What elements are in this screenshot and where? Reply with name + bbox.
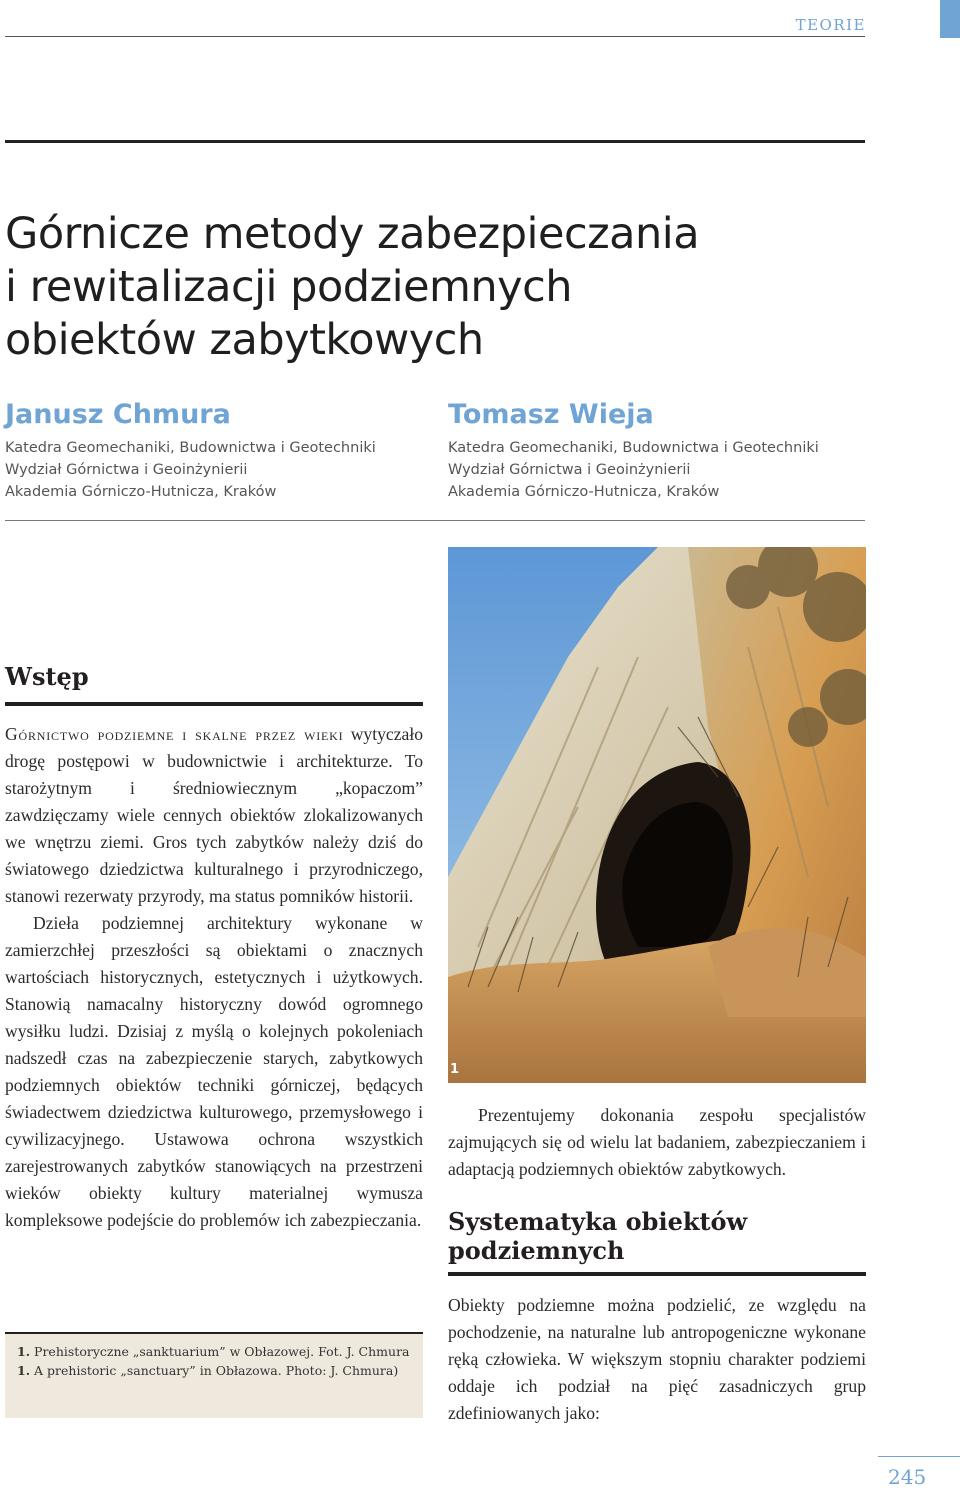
author-block-2 bbox=[448, 399, 878, 503]
systematics-heading: Systematyka obiektów podziemnych bbox=[448, 1207, 748, 1265]
intro-paragraph-2: Dzieła podziemnej architektury wykonane w zamierzchłej przeszłości są obiektami o znacznych wartościach historycznych, estetycznych i użytkowych. Stanowią namacalny historyczny dowód ogromnego wysiłku ludzi. Dzisiaj z myślą o kolejnych pokoleniach nadszedł czas na zabezpieczenie starych, zabytkowych podziemnych obiektów techniki górniczej, będących świadectwem dziedzictwa kulturowego, przemysłowego i cywilizacyjnego. Ustawowa ochrona wszystkich zarejestrowanych zabytków stanowiących na przestrzeni wieków obiekty kultury materialnej wymusza kompleksowe podejście do problemów ich zabezpieczania. bbox=[5, 913, 423, 1230]
systematics-body bbox=[448, 1292, 866, 1427]
systematics-paragraph-1: Obiekty podziemne można podzielić, ze względu na pochodzenie, na naturalne lub antropogeniczne wykonane ręką człowieka. W większym stopniu charakter podziemi oddaje ich podział na pięć zasadniczych grup zdefiniowanych jako: bbox=[448, 1295, 866, 1423]
caption-text: A prehistoric „sanctuary” in Obłazowa. Photo: J. Chmura) bbox=[34, 1363, 399, 1378]
author-affiliation: Wydział Górnictwa i Geoinżynierii bbox=[448, 462, 691, 478]
author-block-1 bbox=[5, 399, 435, 503]
author-affiliation: Katedra Geomechaniki, Budownictwa i Geotechniki bbox=[448, 440, 819, 456]
section-tab-marker bbox=[940, 0, 960, 38]
author-affiliation: Akademia Górniczo-Hutnicza, Kraków bbox=[5, 484, 277, 500]
article-summary bbox=[448, 1102, 866, 1183]
title-line-2: i rewitalizacji podziemnych bbox=[5, 262, 572, 312]
intro-heading: Wstęp bbox=[5, 662, 89, 691]
summary-paragraph: Prezentujemy dokonania zespołu specjalistów zajmujących się od wielu lat badaniem, zabezpieczaniem i adaptacją podziemnych obiektów zabytkowych. bbox=[448, 1105, 866, 1179]
page-number: 245 bbox=[888, 1465, 927, 1489]
author-affiliation: Wydział Górnictwa i Geoinżynierii bbox=[5, 462, 248, 478]
title-line-1: Górnicze metody zabezpieczania bbox=[5, 209, 700, 259]
caption-number: 1. bbox=[17, 1363, 31, 1378]
lead-smallcaps: Górnictwo podziemne i skalne przez wieki bbox=[5, 724, 344, 744]
author-affiliation: Akademia Górniczo-Hutnicza, Kraków bbox=[448, 484, 720, 500]
title-line-3: obiektów zabytkowych bbox=[5, 315, 484, 365]
systematics-heading-rule bbox=[448, 1272, 866, 1276]
article-title bbox=[5, 208, 865, 367]
figure-caption bbox=[5, 1332, 423, 1418]
caption-number: 1. bbox=[17, 1344, 31, 1359]
figure-number: 1 bbox=[450, 1062, 460, 1077]
cave-photo bbox=[448, 547, 866, 1083]
author-affiliation: Katedra Geomechaniki, Budownictwa i Geotechniki bbox=[5, 440, 376, 456]
author-name: Janusz Chmura bbox=[5, 399, 231, 430]
page-number-rule bbox=[878, 1456, 960, 1457]
author-name: Tomasz Wieja bbox=[448, 399, 654, 430]
paragraph-text: wytyczało drogę postępowi w budownictwie i architekturze. To starożytnym i średniowiecznym „kopaczom” zawdzięczamy wiele cennych obiektów zlokalizowanych we wnętrzu ziemi. Gros tych zabytków należy dziś do światowego dziedzictwa kulturalnego i przyrodniczego, stanowi rezerwaty przyrody, ma status pomników historii. bbox=[5, 724, 424, 906]
intro-body bbox=[5, 721, 423, 1234]
intro-paragraph-1 bbox=[5, 721, 423, 910]
author-rule bbox=[5, 520, 865, 521]
header-rule bbox=[5, 36, 865, 37]
section-tag: TEORIE bbox=[795, 16, 866, 34]
intro-heading-rule bbox=[5, 702, 423, 706]
caption-text: Prehistoryczne „sanktuarium” w Obłazowej. Fot. J. Chmura bbox=[34, 1344, 410, 1359]
caption-polish bbox=[17, 1342, 411, 1361]
caption-english bbox=[17, 1361, 411, 1380]
title-rule bbox=[5, 140, 865, 143]
